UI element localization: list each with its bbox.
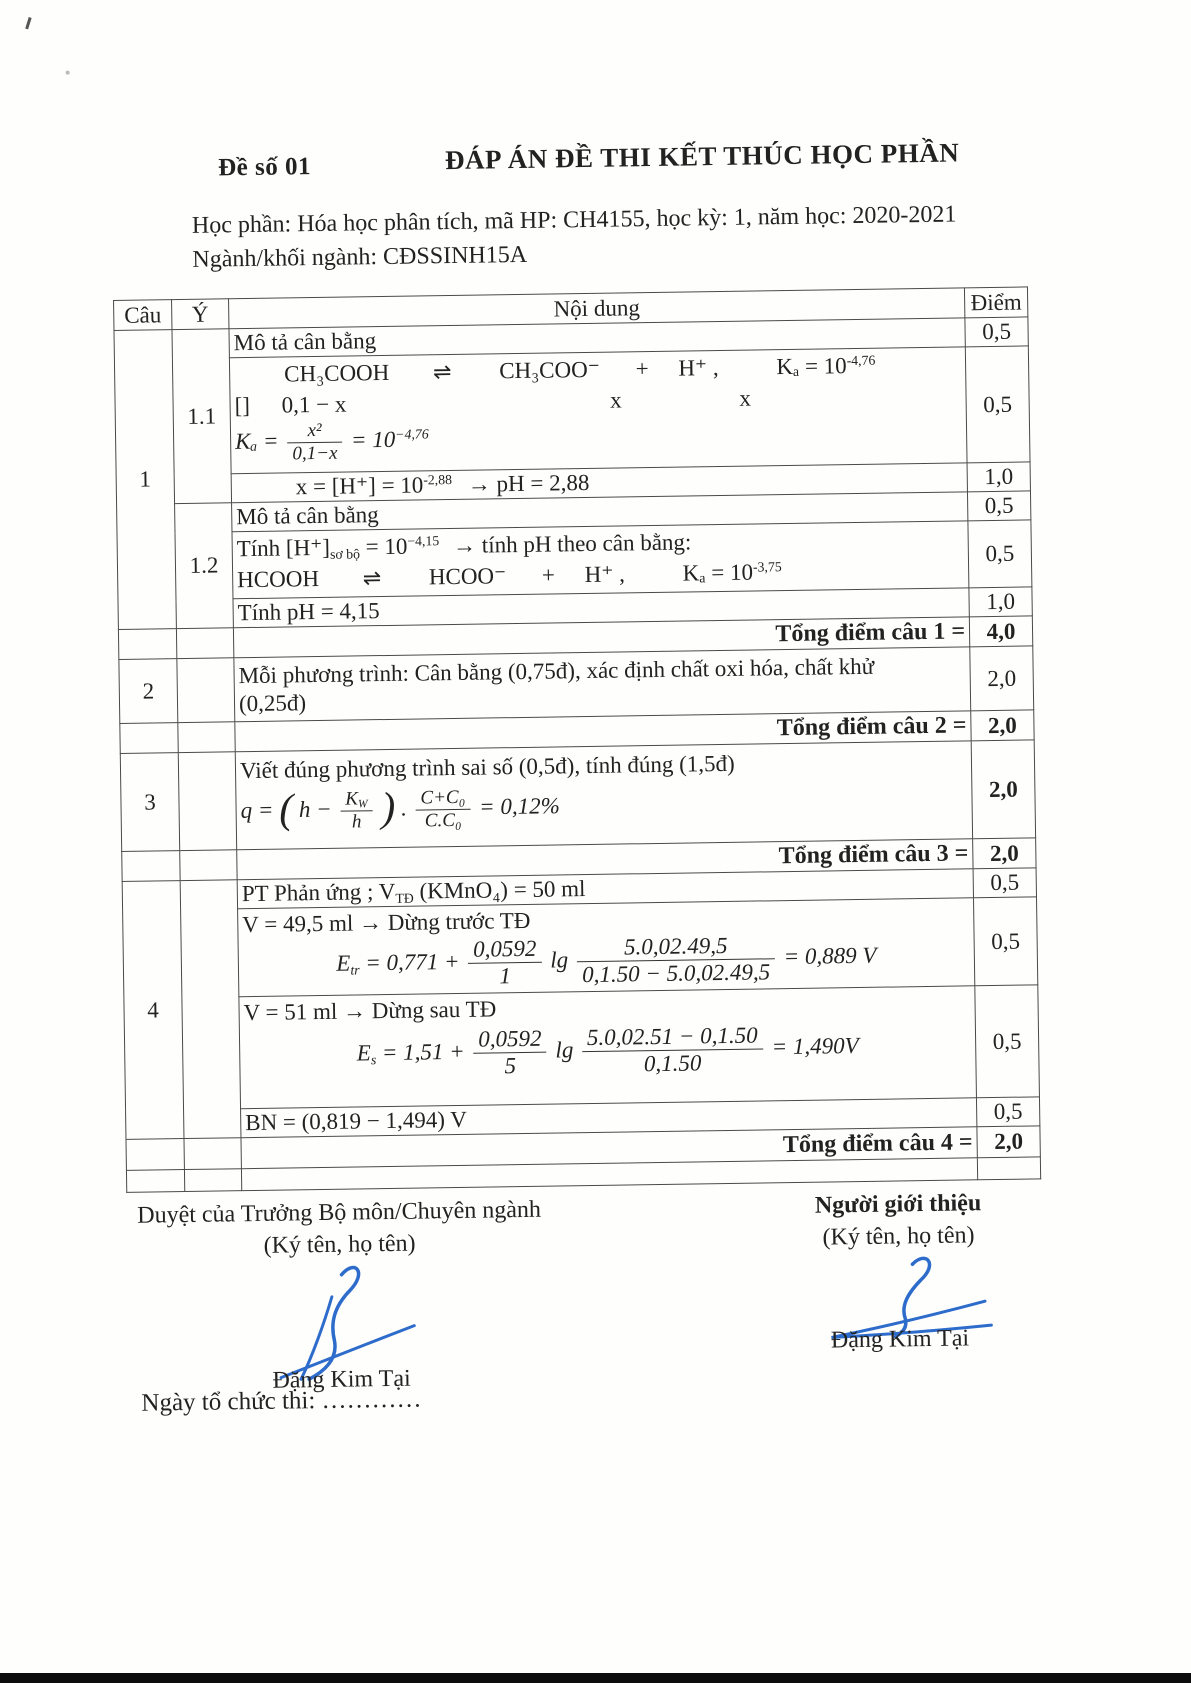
open-paren: ( — [278, 786, 294, 834]
exponent: −4,76 — [395, 426, 429, 442]
lg-operator: lg — [550, 947, 569, 973]
answer-equation-block — [232, 521, 969, 599]
question-number-4: 4 — [122, 881, 184, 1140]
after-endpoint-block — [239, 986, 977, 1109]
total-score: 4,0 — [969, 616, 1032, 647]
unit: V — [862, 942, 877, 968]
empty-cell — [177, 658, 235, 723]
score-value: 0,5 — [976, 1097, 1039, 1127]
subscript: tr — [350, 962, 360, 978]
table-row — [124, 985, 1040, 1111]
reaction-line: PT Phản ứng ; $V_{TĐ}$ (KMnO₄) = 50 ml — [237, 869, 973, 909]
e-symbol: $E_s$ — [356, 1040, 377, 1068]
answer-text: Mô tả cân bằng — [232, 492, 968, 532]
empty-cell — [180, 850, 237, 881]
major-line: Ngành/khối ngành: CĐSSINH15A — [192, 241, 528, 273]
sign-instruction: (Ký tên, họ tên) — [822, 1222, 975, 1251]
introducer-name: Đặng Kim Tại — [830, 1325, 970, 1354]
empty-cell — [122, 851, 180, 882]
h-preliminary-line: Tính $[H^+]_{sơ bộ} = 10^{-4,15}$ → tính pH theo cân bằng: — [236, 529, 692, 562]
answer-equation-block — [229, 347, 967, 474]
subscript: TĐ — [395, 890, 414, 906]
unit: V — [844, 1032, 859, 1059]
sign-instruction: (Ký tên, họ tên) — [263, 1230, 416, 1259]
total-label: Tổng điểm câu 4 = — [241, 1127, 977, 1169]
exponent: -3,75 — [752, 559, 782, 575]
total-score: 2,0 — [977, 1126, 1040, 1158]
course-line: Học phần: Hóa học phân tích, mã HP: CH4155, học kỳ: 1, năm học: 2020-2021 — [191, 201, 957, 239]
sub-item-1-2: 1.2 — [175, 503, 234, 629]
total-label: Tổng điểm câu 1 = — [233, 617, 969, 658]
approver-signature-block — [126, 1194, 554, 1398]
table-row — [114, 346, 1030, 476]
approver-name: Đặng Kim Tại — [272, 1365, 411, 1394]
score-value: 1,0 — [967, 462, 1030, 492]
ka-lhs: Kₐ = — [234, 428, 279, 454]
lg-operator: lg — [555, 1037, 574, 1063]
scan-speck-artifact — [25, 17, 31, 29]
subscript: W — [357, 798, 368, 811]
product: HCOO⁻ — [428, 563, 507, 590]
proton: H⁺ , — [678, 355, 719, 381]
total-label: Tổng điểm câu 2 = — [235, 711, 971, 752]
fraction: $\frac{5.0,02.49,5}{0,1.50 - 5.0,02.49,5}$ — [574, 933, 779, 987]
volume-line: V = 51 ml → Dừng sau TĐ — [243, 996, 497, 1026]
total-label: Tổng điểm câu 3 = — [237, 839, 973, 880]
exam-number: Đề số 01 — [217, 153, 312, 182]
result: = 0,12% — [478, 793, 560, 820]
score-value: 0,5 — [967, 491, 1030, 521]
answer-line: Viết đúng phương trình sai số (0,5đ), tính đúng (1,5đ) — [239, 750, 735, 784]
empty-cell — [184, 1138, 241, 1170]
equilibrium-arrow-icon: ⇌ — [432, 360, 450, 386]
before-endpoint-block — [238, 898, 975, 997]
volume-line: V = 49,5 ml → Dừng trước TĐ — [242, 907, 531, 938]
plus-sign: + — [635, 356, 649, 382]
fraction: $\frac{\text{x²}}{0,1-x}$ — [284, 421, 346, 465]
arrow-conclusion: → tính pH theo cân bằng: — [452, 529, 692, 558]
answer-key-table — [113, 286, 1041, 1192]
introducer-title: Người giới thiệu — [814, 1190, 982, 1219]
score-value: 0,5 — [975, 985, 1040, 1098]
empty-cell — [126, 1139, 184, 1171]
reactant: CH₃COOH — [283, 359, 390, 387]
col-header-y: Ý — [172, 299, 229, 330]
score-value: 1,0 — [969, 587, 1032, 617]
col-header-noidung: Nội dung — [229, 288, 965, 329]
empty-cell — [126, 1170, 184, 1193]
page-title: ĐÁP ÁN ĐỀ THI KẾT THÚC HỌC PHẦN — [444, 137, 960, 176]
conc-x1: x — [609, 387, 622, 413]
answer-text: Mô tả cân bằng — [229, 318, 965, 358]
potential-formula: $E_{tr} = 0,771$ + $\frac{0,0592}{1}$ lg $\frac{5.0,02.49,5}{0,1.50 - 5.0,02.49,5}$ = 0,889 V — [336, 932, 877, 989]
score-value: 0,5 — [965, 346, 1030, 463]
table-row — [123, 897, 1038, 999]
q-lhs: q = — [240, 797, 274, 823]
answer-text: Tính pH = 4,15 — [233, 588, 969, 628]
ka-fraction-formula — [235, 411, 963, 465]
subscript: s — [370, 1051, 377, 1068]
result: = 0,889 V — [783, 942, 877, 970]
score-value: 0,5 — [965, 317, 1028, 347]
exponent: −4,15 — [407, 533, 440, 550]
e-symbol: $E_{tr}$ — [336, 950, 360, 978]
fraction: $\frac{0,0592}{1}$ — [465, 937, 545, 989]
score-value: 0,5 — [973, 868, 1036, 898]
ka-rhs: = $10^{-4,76}$ — [350, 426, 429, 453]
jump-range-line: BN = (0,819 − 1,494) V — [241, 1098, 977, 1138]
ph-result-line: $x = [H^+] = 10^{-2,88}$ → pH = 2,88 — [231, 463, 967, 503]
empty-cell — [977, 1157, 1040, 1180]
close-paren: ) — [381, 785, 396, 832]
empty-cell — [120, 723, 178, 754]
fraction: $\frac{0,0592}{5}$ — [470, 1027, 550, 1079]
score-value: 0,5 — [968, 520, 1032, 588]
answer-formula-block — [235, 741, 972, 850]
scan-dot-artifact — [66, 71, 70, 75]
dot-operator: . — [400, 795, 408, 821]
score-value: 2,0 — [970, 646, 1034, 711]
signature-section — [8, 1184, 1191, 1394]
proton: H⁺ , — [584, 561, 626, 588]
result: = 1,490V — [771, 1032, 859, 1060]
scan-edge-artifact — [0, 1673, 1191, 1683]
introducer-signature-block — [750, 1186, 1047, 1356]
answer-text-block — [234, 647, 971, 722]
conc-x2: x — [739, 385, 752, 411]
potential-formula: $E_s = 1,51$ + $\frac{0,0592}{5}$ lg $\frac{5.0,02.51 - 0,1.50}{0,1.50}$ = 1,490V — [356, 1022, 859, 1079]
error-formula — [240, 780, 968, 834]
answer-line: Mỗi phương trình: Cân bằng (0,75đ), xác định chất oxi hóa, chất khử — [238, 653, 875, 688]
bracket-symbol: [] — [234, 392, 251, 419]
conc-initial: 0,1 − x — [281, 391, 347, 418]
empty-cell — [176, 628, 233, 659]
empty-cell — [118, 629, 176, 660]
reactant: HCOOH — [237, 565, 320, 593]
fraction: $\frac{\text{C+C₀}}{\text{C.C₀}}$ — [412, 788, 473, 832]
question-number-2: 2 — [119, 659, 178, 724]
sub-item-1-1: 1.1 — [172, 329, 232, 504]
exam-date-line: Ngày tổ chức thi: ………… — [141, 1385, 422, 1417]
col-header-cau: Câu — [114, 300, 172, 331]
empty-cell — [180, 880, 241, 1139]
score-value: 2,0 — [971, 740, 1035, 839]
table-row — [120, 740, 1035, 852]
empty-cell — [178, 752, 236, 851]
question-number-3: 3 — [120, 753, 179, 852]
answer-line: (0,25đ) — [238, 689, 307, 716]
empty-cell — [178, 722, 235, 753]
exponent: -4,76 — [846, 353, 876, 369]
arrow-conclusion: → pH = 2,88 — [467, 469, 590, 497]
empty-cell — [184, 1169, 241, 1192]
equilibrium-arrow-icon: ⇌ — [362, 566, 380, 592]
subscript: sơ bộ — [329, 546, 361, 562]
total-score: 2,0 — [973, 838, 1036, 869]
fraction: $\frac{5.0,02.51 - 0,1.50}{0,1.50}$ — [579, 1023, 767, 1077]
fraction: $\frac{K_W}{h}$ — [337, 789, 376, 832]
score-value: 0,5 — [973, 897, 1037, 986]
ka-constant: $K_a = 10^{-3,75}$ — [682, 559, 782, 586]
ka-constant: $K_a = 10^{-4,76}$ — [776, 353, 876, 380]
total-score: 2,0 — [971, 710, 1034, 741]
col-header-diem: Điểm — [964, 287, 1027, 318]
h-term: h − — [298, 796, 332, 823]
product: CH₃COO⁻ — [499, 356, 601, 384]
question-number-1: 1 — [114, 330, 176, 630]
exponent: -2,88 — [423, 472, 453, 488]
plus-sign: + — [541, 562, 556, 588]
approver-title: Duyệt của Trưởng Bộ môn/Chuyên ngành — [137, 1196, 542, 1229]
